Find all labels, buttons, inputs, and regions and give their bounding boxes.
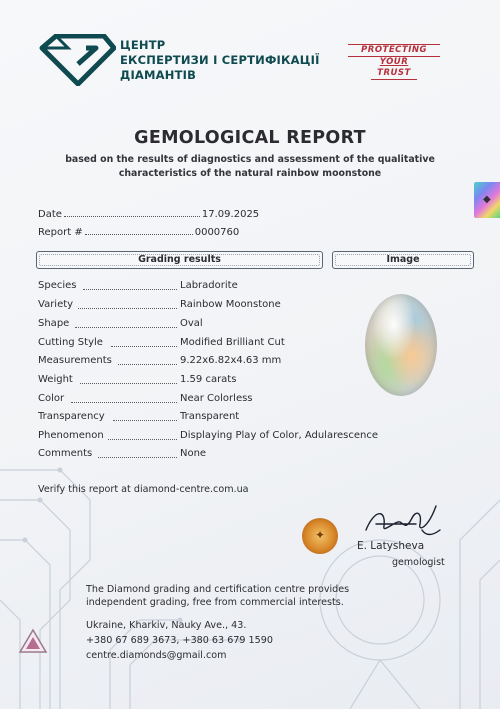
slogan-line-1: PROTECTING	[348, 44, 440, 57]
grading-value: 1.59 carats	[180, 374, 237, 385]
grading-label: Measurements	[38, 355, 112, 366]
grading-label: Comments	[38, 448, 93, 459]
date-row	[38, 209, 259, 220]
signer-role: gemologist	[392, 557, 445, 568]
slogan-line-3: TRUST	[371, 68, 417, 80]
grading-label: Species	[38, 280, 77, 291]
grading-value: None	[180, 448, 207, 459]
grading-value: Modified Brilliant Cut	[180, 337, 285, 348]
report-number-label: Report #	[38, 227, 83, 238]
contact-block	[86, 618, 273, 663]
grading-value: Transparent	[180, 411, 240, 422]
signer-name: E. Latysheva	[357, 540, 425, 552]
report-number-value: 0000760	[194, 227, 240, 238]
gold-seal-icon: ✦	[302, 518, 338, 554]
image-header: Image	[332, 251, 474, 269]
grading-label: Cutting Style	[38, 337, 103, 348]
grading-value: Rainbow Moonstone	[180, 299, 281, 310]
about-line-1: The Diamond grading and certification centre provides	[86, 584, 350, 595]
about-line-2: independent grading, free from commercial interests.	[86, 597, 344, 608]
grading-label: Weight	[38, 374, 73, 385]
verify-note: Verify this report at diamond-centre.com.ua	[38, 484, 249, 495]
grading-label: Phenomenon	[38, 430, 104, 441]
org-line-3: ДІАМАНТІВ	[120, 68, 197, 82]
triangle-mark-icon	[18, 628, 48, 654]
subtitle-line-1: based on the results of diagnostics and assessment of the qualitative	[65, 154, 435, 165]
org-line-1: ЦЕНТР	[120, 38, 166, 52]
diamond-g-logo-icon	[34, 34, 116, 86]
slogan	[348, 44, 440, 80]
grading-label: Transparency	[38, 411, 105, 422]
about-centre	[86, 583, 349, 609]
hologram-sticker-icon: ◆	[474, 182, 500, 218]
grading-label: Color	[38, 393, 65, 404]
report-subtitle	[30, 153, 470, 181]
grading-value: Displaying Play of Color, Adularescence	[180, 430, 378, 441]
contact-email: centre.diamonds@gmail.com	[86, 650, 227, 661]
report-number-row	[38, 227, 239, 238]
grading-value: Oval	[180, 318, 203, 329]
signature-image	[356, 500, 446, 542]
org-line-2: ЕКСПЕРТИЗИ І СЕРТИФІКАЦІЇ	[120, 53, 320, 67]
slogan-line-2: YOUR	[379, 57, 409, 67]
grading-value: 9.22x6.82x4.63 mm	[180, 355, 282, 366]
grading-label: Shape	[38, 318, 70, 329]
contact-address: Ukraine, Kharkiv, Nauky Ave., 43.	[86, 620, 247, 631]
grading-label: Variety	[38, 299, 74, 310]
grading-value: Near Colorless	[180, 393, 253, 404]
date-value: 17.09.2025	[201, 209, 260, 220]
report-title: GEMOLOGICAL REPORT	[134, 128, 366, 148]
grading-results-header: Grading results	[36, 251, 323, 269]
date-label: Date	[38, 209, 62, 220]
grading-value: Labradorite	[180, 280, 238, 291]
organization-name	[120, 38, 320, 83]
contact-phones: +380 67 689 3673, +380 63 679 1590	[86, 635, 273, 646]
subtitle-line-2: characteristics of the natural rainbow moonstone	[118, 168, 382, 179]
gemstone-image	[365, 294, 437, 396]
